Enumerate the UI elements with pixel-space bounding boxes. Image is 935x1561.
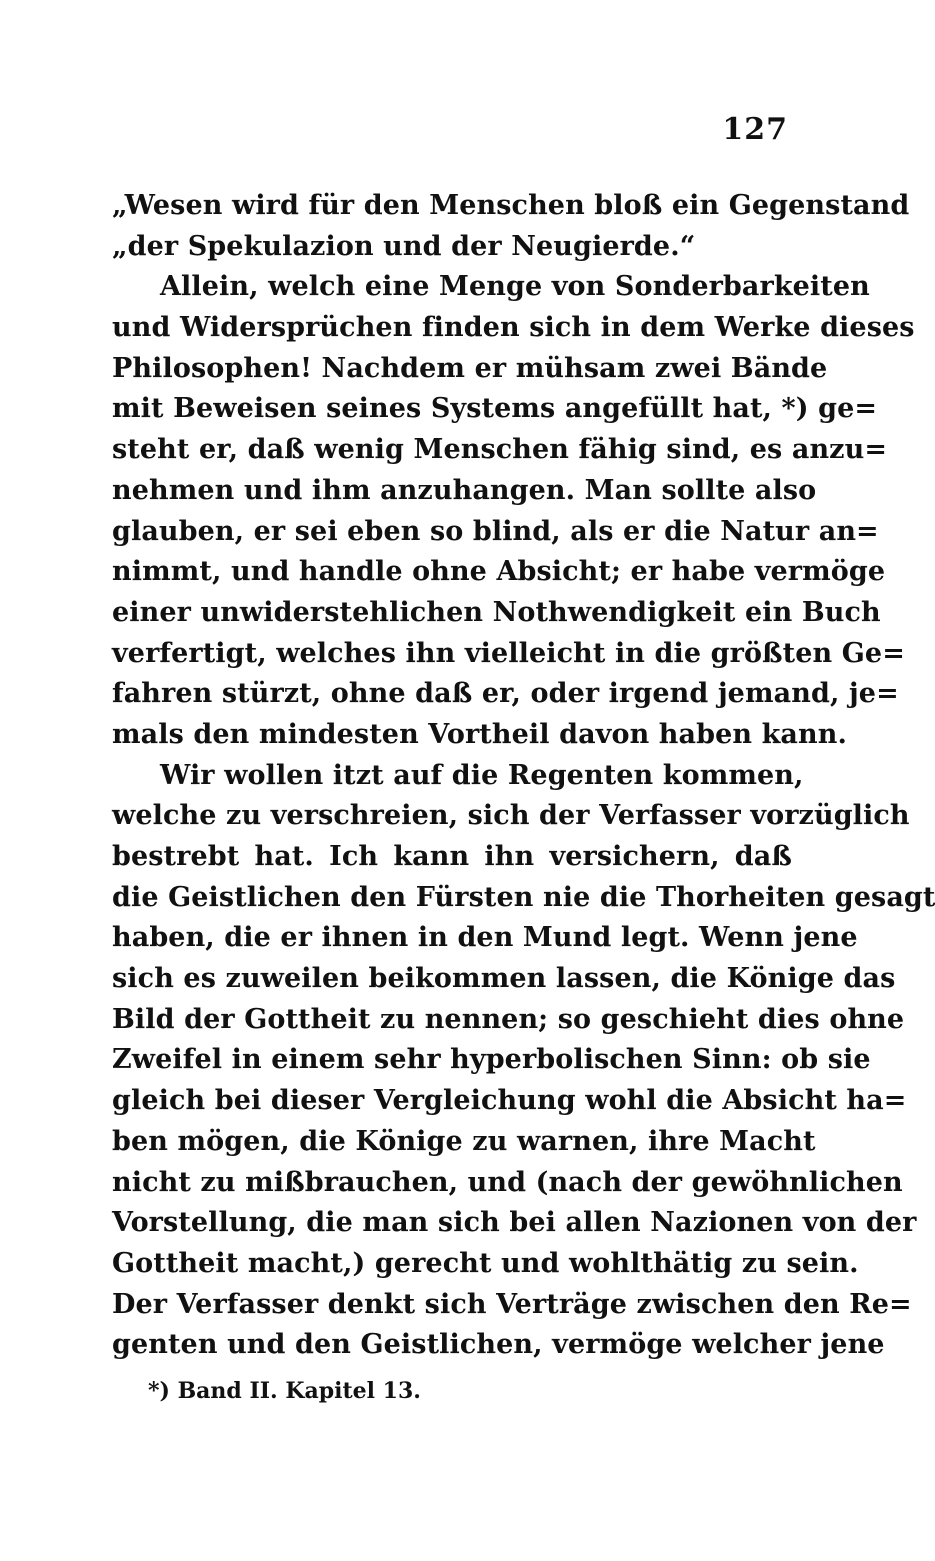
text-line: nehmen und ihm anzuhangen. Man sollte also	[112, 474, 817, 506]
text-line: nimmt, und handle ohne Absicht; er habe vermöge	[112, 556, 886, 588]
text-line: haben, die er ihnen in den Mund legt. Wenn jene	[112, 922, 858, 954]
text-line: Wir wollen itzt auf die Regenten kommen,	[160, 759, 804, 791]
text-line: bestrebt hat. Ich kann ihn versichern, daß	[112, 841, 792, 872]
text-line: sich es zuweilen beikommen lassen, die Könige das	[112, 963, 896, 995]
text-line: einer unwiderstehlichen Nothwendigkeit ein Buch	[112, 596, 881, 628]
text-line: „Wesen wird für den Menschen bloß ein Gegenstand	[112, 190, 910, 221]
paragraph-allein	[112, 267, 915, 755]
text-line: die Geistlichen den Fürsten nie die Thorheiten gesagt	[112, 881, 935, 913]
text-line: Philosophen! Nachdem er mühsam zwei Bände	[112, 352, 828, 384]
text-line: Gottheit macht,) gerecht und wohlthätig zu sein.	[112, 1247, 859, 1279]
text-line: „der Spekulazion und der Neugierde.“	[112, 230, 696, 262]
text-line: und Widersprüchen finden sich in dem Werke dieses	[112, 312, 915, 344]
text-line: gleich bei dieser Vergleichung wohl die Absicht ha=	[112, 1085, 907, 1117]
text-line: mals den mindesten Vortheil davon haben kann.	[112, 718, 847, 750]
text-line: Der Verfasser denkt sich Verträge zwischen den Re=	[112, 1288, 912, 1320]
text-line: nicht zu mißbrauchen, und (nach der gewöhnlichen	[112, 1166, 903, 1198]
text-line: Bild der Gottheit zu nennen; so geschieht dies ohne	[112, 1003, 905, 1035]
text-line: fahren stürzt, ohne daß er, oder irgend jemand, je=	[112, 678, 899, 710]
text-line: Allein, welch eine Menge von Sonderbarkeiten	[160, 271, 870, 303]
text-line: genten und den Geistlichen, vermöge welcher jene	[112, 1329, 885, 1361]
paragraph-regenten	[112, 756, 935, 1366]
paragraph-continuation	[112, 186, 910, 267]
text-line: glauben, er sei eben so blind, als er die Natur an=	[112, 515, 879, 547]
text-line: ben mögen, die Könige zu warnen, ihre Macht	[112, 1125, 816, 1157]
body-text	[112, 186, 935, 1366]
text-line: verfertigt, welches ihn vielleicht in die größten Ge=	[112, 637, 905, 669]
page-number: 127	[722, 112, 788, 147]
text-line: Zweifel in einem sehr hyperbolischen Sinn: ob sie	[112, 1044, 871, 1076]
text-line: mit Beweisen seines Systems angefüllt hat, *) ge=	[112, 393, 878, 425]
footnote: *) Band II. Kapitel 13.	[148, 1378, 421, 1404]
text-line: steht er, daß wenig Menschen fähig sind, es anzu=	[112, 434, 888, 466]
text-line: Vorstellung, die man sich bei allen Nazionen von der	[112, 1207, 917, 1239]
text-line: welche zu verschreien, sich der Verfasser vorzüglich	[112, 800, 910, 832]
